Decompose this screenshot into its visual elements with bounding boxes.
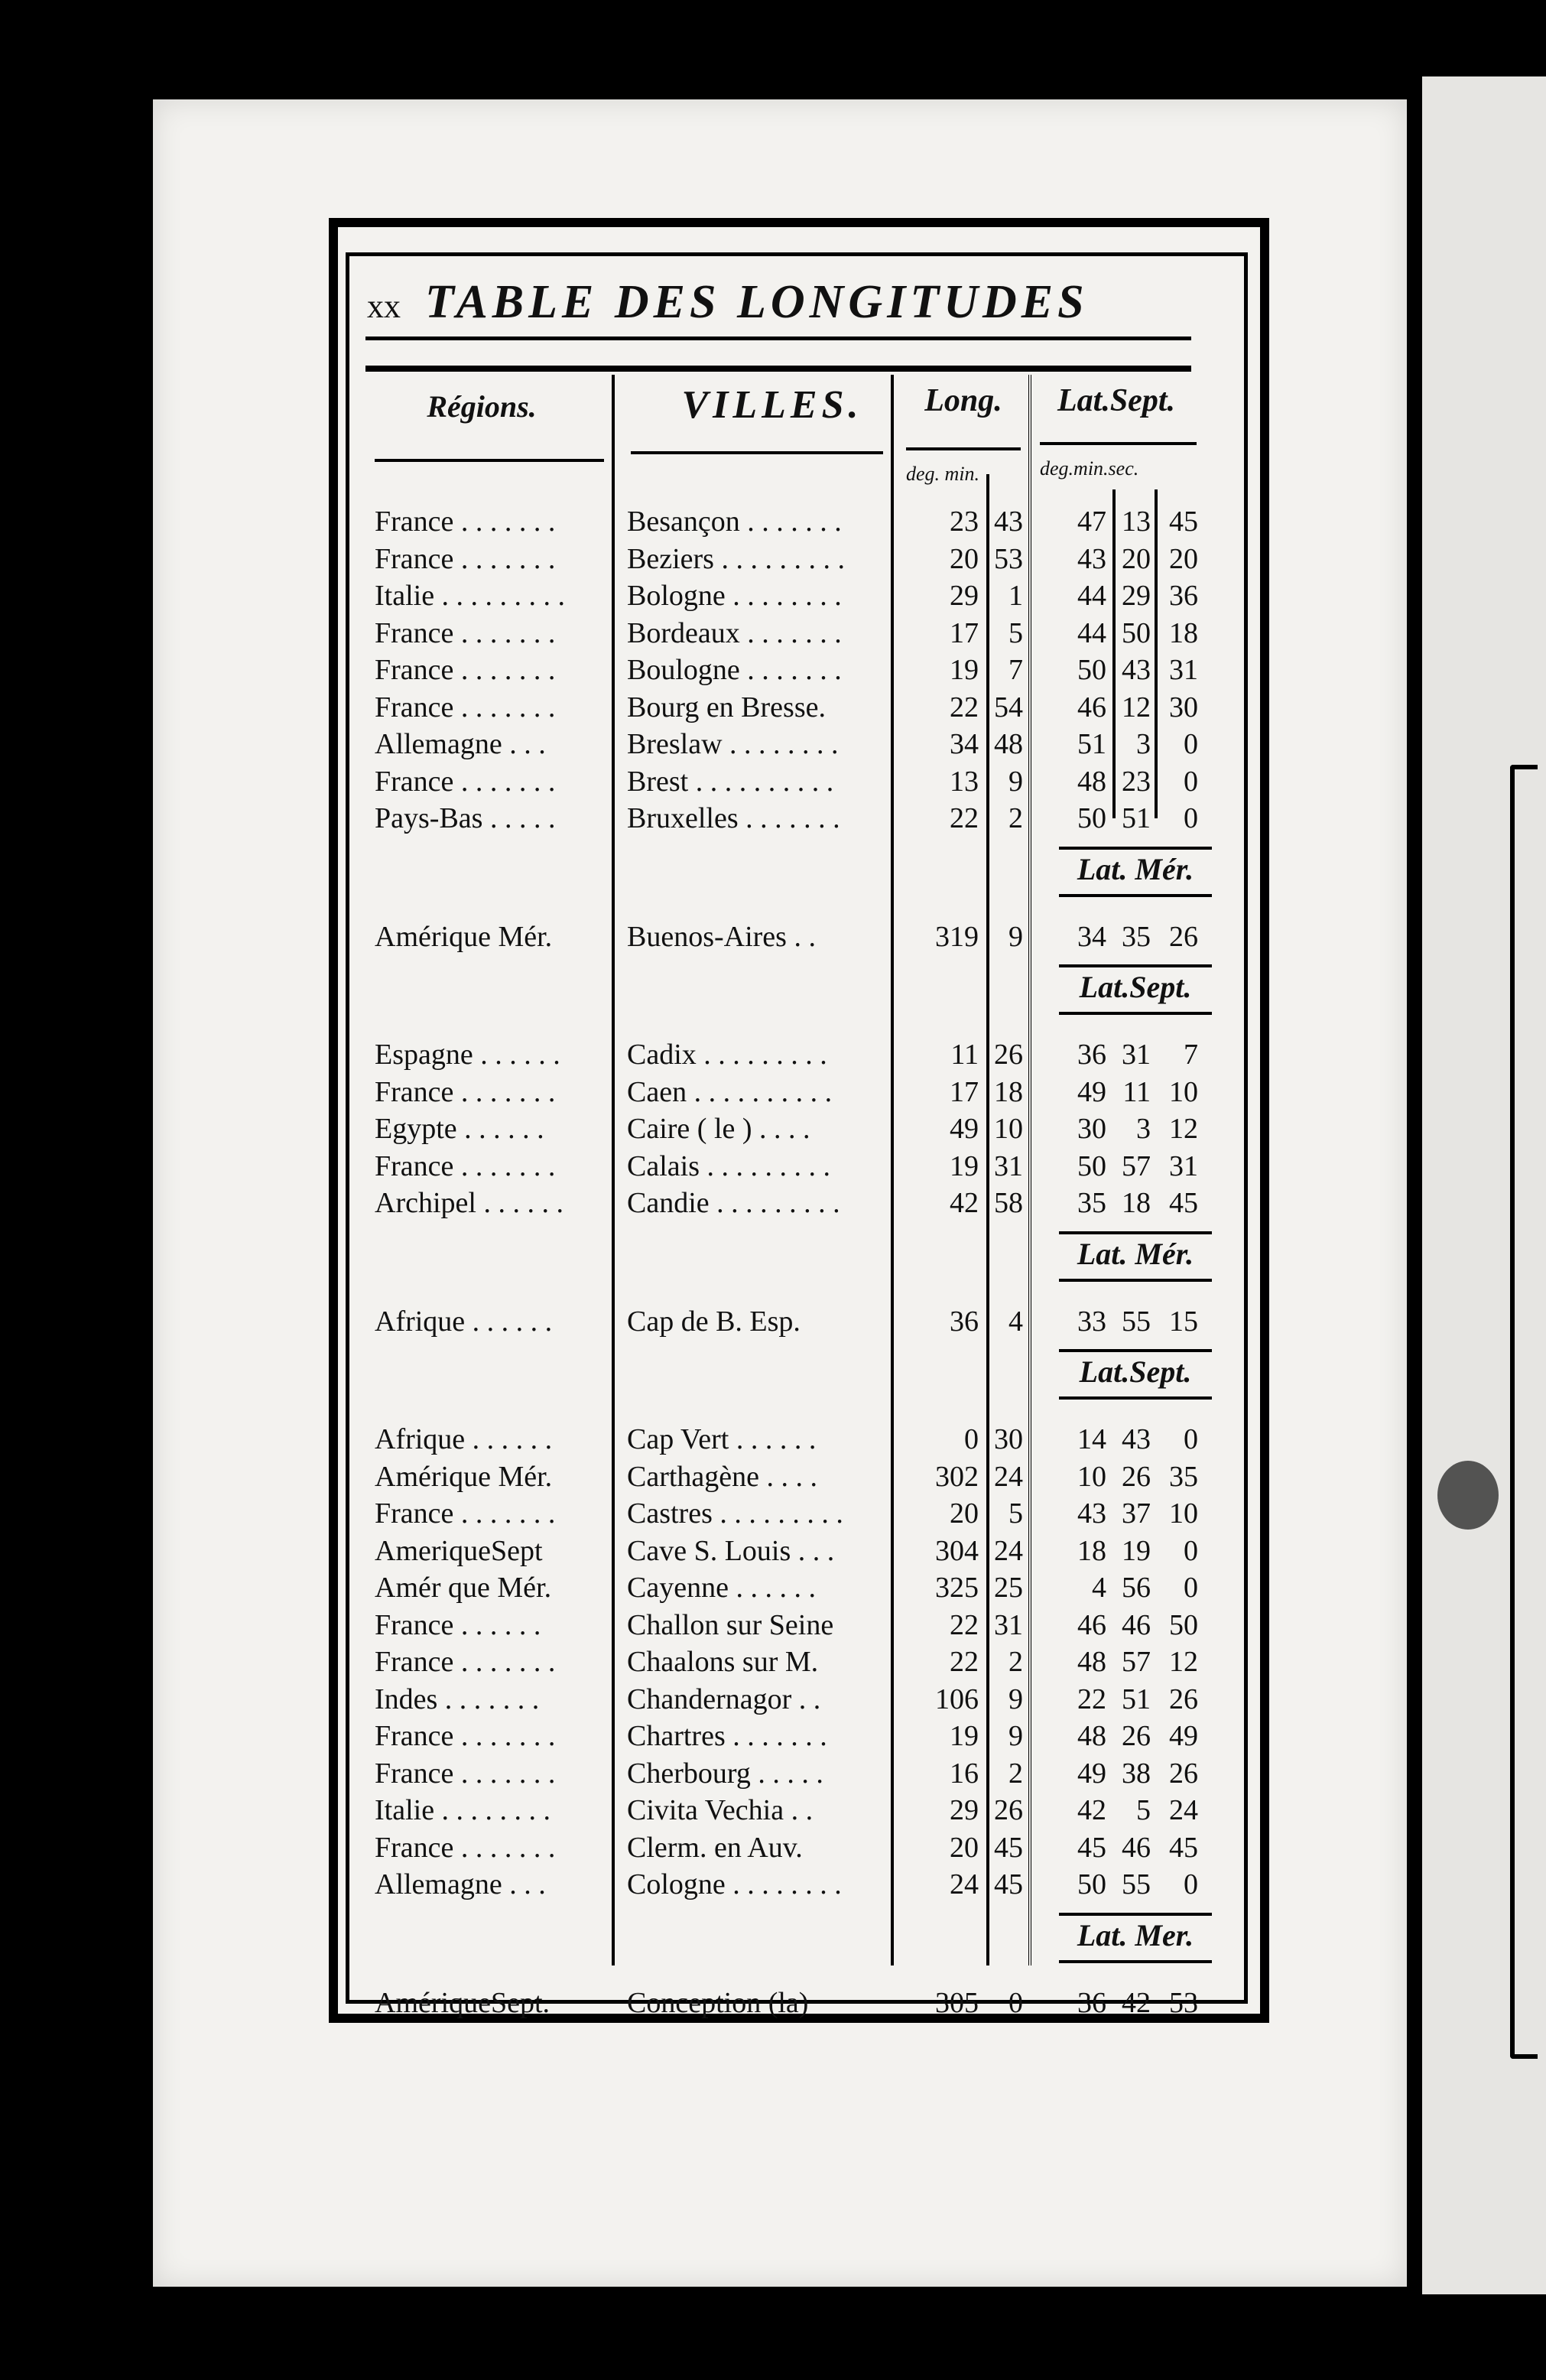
lat-min-cell: 3: [1136, 1113, 1151, 1145]
long-min-cell: 4: [1008, 1305, 1023, 1338]
table-row: [0, 1534, 1546, 1569]
lat-deg-cell: 43: [1077, 1497, 1106, 1530]
long-deg-cell: 22: [950, 691, 979, 723]
table-row: [0, 765, 1546, 800]
long-deg-cell: 13: [950, 765, 979, 798]
city-cell: Cherbourg . . . . .: [627, 1757, 823, 1790]
long-deg-cell: 34: [950, 728, 979, 760]
long-min-cell: 2: [1008, 1646, 1023, 1678]
long-deg-cell: 11: [950, 1039, 979, 1071]
long-min-cell: 45: [994, 1868, 1023, 1900]
table-row: [0, 1571, 1546, 1606]
lat-min-cell: 31: [1122, 1039, 1151, 1071]
long-min-cell: 31: [994, 1608, 1023, 1641]
lat-deg-cell: 36: [1077, 1039, 1106, 1071]
lat-deg-cell: 46: [1077, 691, 1106, 723]
lat-sec-cell: 50: [1169, 1608, 1198, 1641]
region-cell: Espagne . . . . . .: [375, 1039, 560, 1071]
lat-deg-cell: 30: [1077, 1113, 1106, 1145]
city-cell: Cadix . . . . . . . . .: [627, 1039, 827, 1071]
long-deg-cell: 304: [935, 1534, 979, 1567]
city-cell: Cayenne . . . . . .: [627, 1572, 816, 1604]
long-min-cell: 10: [994, 1113, 1023, 1145]
region-cell: Afrique . . . . . .: [375, 1423, 553, 1455]
city-cell: Caen . . . . . . . . . .: [627, 1075, 833, 1108]
lat-sec-cell: 0: [1184, 1868, 1198, 1900]
lat-sec-cell: 24: [1169, 1794, 1198, 1826]
title-rule: [365, 337, 1191, 340]
region-cell: France . . . . . . .: [375, 765, 556, 798]
lat-sec-cell: 18: [1169, 616, 1198, 649]
table-row: [0, 1305, 1546, 1340]
city-cell: Carthagène . . . .: [627, 1460, 818, 1493]
long-deg-cell: 325: [935, 1572, 979, 1604]
city-cell: Caire ( le ) . . . .: [627, 1113, 810, 1145]
running-head: [367, 275, 1208, 344]
city-cell: Clerm. en Auv.: [627, 1831, 803, 1864]
rule-under-region: [375, 459, 604, 462]
long-min-cell: 2: [1008, 802, 1023, 834]
header-region: Régions.: [427, 389, 537, 424]
table-row: [0, 579, 1546, 614]
lat-deg-cell: 51: [1077, 728, 1106, 760]
long-deg-cell: 19: [950, 1149, 979, 1182]
city-cell: Brest . . . . . . . . . .: [627, 765, 834, 798]
lat-deg-cell: 35: [1077, 1187, 1106, 1219]
lat-deg-cell: 34: [1077, 920, 1106, 953]
long-deg-cell: 29: [950, 1794, 979, 1826]
long-min-cell: 18: [994, 1075, 1023, 1108]
lat-min-cell: 51: [1122, 802, 1151, 834]
region-cell: Indes . . . . . . .: [375, 1683, 540, 1715]
lat-min-cell: 50: [1122, 616, 1151, 649]
long-min-cell: 0: [1008, 1986, 1023, 2019]
region-cell: France . . . . . . .: [375, 1075, 556, 1108]
city-cell: Boulogne . . . . . . .: [627, 654, 842, 686]
lat-sec-cell: 0: [1184, 765, 1198, 798]
long-min-cell: 43: [994, 506, 1023, 538]
long-min-cell: 7: [1008, 654, 1023, 686]
city-cell: Cave S. Louis . . .: [627, 1534, 835, 1567]
city-cell: Conception (la): [627, 1986, 809, 2019]
lat-hemisphere-label: Lat.Sept.: [1079, 1354, 1192, 1389]
lat-deg-cell: 49: [1077, 1757, 1106, 1790]
table-row: [0, 505, 1546, 540]
lat-hemisphere-label: Lat. Mér.: [1077, 851, 1194, 886]
long-deg-cell: 0: [964, 1423, 979, 1455]
lat-min-cell: 11: [1122, 1075, 1151, 1108]
lat-hemisphere-label: Lat. Mer.: [1077, 1917, 1194, 1952]
lat-min-cell: 55: [1122, 1305, 1151, 1338]
long-deg-cell: 19: [950, 1720, 979, 1752]
lat-sec-cell: 45: [1169, 1831, 1198, 1864]
region-cell: France . . . . . . .: [375, 1831, 556, 1864]
lat-deg-cell: 14: [1077, 1423, 1106, 1455]
table-row: [0, 1793, 1546, 1829]
table-row: [0, 1112, 1546, 1147]
city-cell: Breslaw . . . . . . . .: [627, 728, 839, 760]
long-deg-cell: 22: [950, 1608, 979, 1641]
table-row: [0, 1038, 1546, 1073]
table-row: [0, 1149, 1546, 1185]
long-deg-cell: 106: [935, 1683, 979, 1715]
header-rule: [365, 366, 1191, 372]
lat-deg-cell: 45: [1077, 1831, 1106, 1864]
city-cell: Candie . . . . . . . . .: [627, 1187, 840, 1219]
table-row: [0, 1986, 1546, 2021]
lat-deg-cell: 44: [1077, 616, 1106, 649]
long-min-cell: 5: [1008, 616, 1023, 649]
table-row: [0, 727, 1546, 762]
lat-sec-cell: 0: [1184, 1423, 1198, 1455]
header-city: VILLES.: [681, 383, 863, 427]
lat-min-cell: 13: [1122, 506, 1151, 538]
lat-min-cell: 26: [1122, 1720, 1151, 1752]
table-row: [0, 1075, 1546, 1110]
lat-sec-cell: 26: [1169, 1683, 1198, 1715]
lat-deg-cell: 42: [1077, 1794, 1106, 1826]
table-row: [0, 691, 1546, 726]
table-row: [0, 1719, 1546, 1754]
region-cell: France . . . . . . .: [375, 1757, 556, 1790]
table-row: [0, 1868, 1546, 1903]
lat-sec-cell: 10: [1169, 1497, 1198, 1530]
lat-sec-cell: 0: [1184, 1572, 1198, 1604]
lat-min-cell: 43: [1122, 654, 1151, 686]
region-cell: France . . . . . . .: [375, 542, 556, 575]
long-min-cell: 24: [994, 1460, 1023, 1493]
long-deg-cell: 22: [950, 1646, 979, 1678]
long-min-cell: 54: [994, 691, 1023, 723]
city-cell: Challon sur Seine: [627, 1608, 834, 1641]
header-long: Long.: [924, 383, 1002, 418]
long-deg-cell: 20: [950, 542, 979, 575]
table-row: [0, 1422, 1546, 1458]
lat-sec-cell: 35: [1169, 1460, 1198, 1493]
table-row: [0, 1683, 1546, 1718]
lat-sec-cell: 26: [1169, 920, 1198, 953]
lat-sec-cell: 12: [1169, 1113, 1198, 1145]
city-cell: Civita Vechia . .: [627, 1794, 814, 1826]
lat-sec-cell: 45: [1169, 506, 1198, 538]
lat-sec-cell: 12: [1169, 1646, 1198, 1678]
city-cell: Bordeaux . . . . . . .: [627, 616, 842, 649]
city-cell: Bourg en Bresse.: [627, 691, 826, 723]
table-row: [0, 1831, 1546, 1866]
long-deg-cell: 22: [950, 802, 979, 834]
long-deg-cell: 24: [950, 1868, 979, 1900]
region-cell: Amérique Mér.: [375, 1460, 553, 1493]
long-deg-cell: 29: [950, 580, 979, 612]
lat-sec-cell: 30: [1169, 691, 1198, 723]
long-deg-cell: 16: [950, 1757, 979, 1790]
lat-sec-cell: 49: [1169, 1720, 1198, 1752]
rule-under-long: [906, 447, 1021, 450]
lat-min-cell: 35: [1122, 920, 1151, 953]
region-cell: Amér que Mér.: [375, 1572, 552, 1604]
lat-deg-cell: 48: [1077, 765, 1106, 798]
long-min-cell: 1: [1008, 580, 1023, 612]
long-deg-cell: 17: [950, 616, 979, 649]
lat-min-cell: 26: [1122, 1460, 1151, 1493]
city-cell: Cap de B. Esp.: [627, 1305, 801, 1338]
long-deg-cell: 20: [950, 1831, 979, 1864]
lat-sec-cell: 26: [1169, 1757, 1198, 1790]
city-cell: Beziers . . . . . . . . .: [627, 542, 845, 575]
header-lat: Lat.Sept.: [1057, 383, 1175, 418]
lat-min-cell: 43: [1122, 1423, 1151, 1455]
lat-deg-cell: 43: [1077, 542, 1106, 575]
region-cell: France . . . . . .: [375, 1608, 541, 1641]
region-cell: France . . . . . . .: [375, 691, 556, 723]
lat-sec-cell: 45: [1169, 1187, 1198, 1219]
region-cell: AmériqueSept.: [375, 1986, 551, 2019]
long-min-cell: 31: [994, 1149, 1023, 1182]
city-cell: Chaalons sur M.: [627, 1646, 819, 1678]
long-deg-cell: 23: [950, 506, 979, 538]
table-row: [0, 1608, 1546, 1644]
lat-sec-cell: 36: [1169, 580, 1198, 612]
long-deg-cell: 36: [950, 1305, 979, 1338]
lat-deg-cell: 47: [1077, 506, 1106, 538]
page-title: TABLE DES LONGITUDES: [425, 276, 1089, 328]
lat-min-cell: 57: [1122, 1646, 1151, 1678]
long-min-cell: 26: [994, 1794, 1023, 1826]
long-deg-cell: 20: [950, 1497, 979, 1530]
lat-deg-cell: 33: [1077, 1305, 1106, 1338]
table-row: [0, 1186, 1546, 1221]
city-cell: Chandernagor . .: [627, 1683, 821, 1715]
lat-sec-cell: 15: [1169, 1305, 1198, 1338]
long-min-cell: 9: [1008, 765, 1023, 798]
lat-deg-cell: 44: [1077, 580, 1106, 612]
lat-min-cell: 23: [1122, 765, 1151, 798]
region-cell: Amérique Mér.: [375, 920, 553, 953]
city-cell: Cologne . . . . . . . .: [627, 1868, 842, 1900]
lat-min-cell: 57: [1122, 1149, 1151, 1182]
lat-deg-cell: 50: [1077, 802, 1106, 834]
subheader-long: deg. min.: [906, 463, 980, 485]
lat-min-cell: 19: [1122, 1534, 1151, 1567]
lat-sec-cell: 0: [1184, 728, 1198, 760]
lat-min-cell: 38: [1122, 1757, 1151, 1790]
long-min-cell: 9: [1008, 920, 1023, 953]
region-cell: France . . . . . . .: [375, 1497, 556, 1530]
table-row: [0, 542, 1546, 577]
lat-sec-cell: 31: [1169, 1149, 1198, 1182]
lat-min-cell: 12: [1122, 691, 1151, 723]
region-cell: Egypte . . . . . .: [375, 1113, 544, 1145]
lat-deg-cell: 10: [1077, 1460, 1106, 1493]
table-row: [0, 801, 1546, 837]
lat-min-cell: 46: [1122, 1608, 1151, 1641]
long-min-cell: 2: [1008, 1757, 1023, 1790]
lat-deg-cell: 48: [1077, 1646, 1106, 1678]
region-cell: Allemagne . . .: [375, 728, 546, 760]
facing-page-edge: [1422, 76, 1546, 2294]
city-cell: Calais . . . . . . . . .: [627, 1149, 830, 1182]
region-cell: Pays-Bas . . . . .: [375, 802, 556, 834]
long-min-cell: 26: [994, 1039, 1023, 1071]
lat-deg-cell: 50: [1077, 1149, 1106, 1182]
region-cell: France . . . . . . .: [375, 506, 556, 538]
city-cell: Buenos-Aires . .: [627, 920, 816, 953]
lat-min-cell: 20: [1122, 542, 1151, 575]
lat-min-cell: 29: [1122, 580, 1151, 612]
long-min-cell: 30: [994, 1423, 1023, 1455]
city-cell: Besançon . . . . . . .: [627, 506, 842, 538]
table-row: [0, 1497, 1546, 1532]
rule-under-lat: [1040, 442, 1197, 445]
lat-deg-cell: 49: [1077, 1075, 1106, 1108]
lat-min-cell: 55: [1122, 1868, 1151, 1900]
lat-min-cell: 51: [1122, 1683, 1151, 1715]
table-row: [0, 1645, 1546, 1680]
lat-hemisphere-label: Lat. Mér.: [1077, 1236, 1194, 1271]
long-deg-cell: 17: [950, 1075, 979, 1108]
lat-deg-cell: 18: [1077, 1534, 1106, 1567]
city-cell: Bologne . . . . . . . .: [627, 580, 842, 612]
lat-min-cell: 18: [1122, 1187, 1151, 1219]
city-cell: Bruxelles . . . . . . .: [627, 802, 840, 834]
long-min-cell: 25: [994, 1572, 1023, 1604]
region-cell: Allemagne . . .: [375, 1868, 546, 1900]
long-deg-cell: 19: [950, 654, 979, 686]
region-cell: France . . . . . . .: [375, 1646, 556, 1678]
lat-min-cell: 3: [1136, 728, 1151, 760]
region-cell: Italie . . . . . . . .: [375, 1794, 551, 1826]
lat-hemisphere-label: Lat.Sept.: [1079, 970, 1192, 1004]
region-cell: France . . . . . . .: [375, 654, 556, 686]
region-cell: Afrique . . . . . .: [375, 1305, 553, 1338]
long-deg-cell: 319: [935, 920, 979, 953]
region-cell: Italie . . . . . . . . .: [375, 580, 566, 612]
long-min-cell: 48: [994, 728, 1023, 760]
table-row: [0, 653, 1546, 688]
long-deg-cell: 302: [935, 1460, 979, 1493]
lat-sec-cell: 10: [1169, 1075, 1198, 1108]
table-row: [0, 616, 1546, 652]
long-min-cell: 58: [994, 1187, 1023, 1219]
page-number: xx: [367, 288, 401, 325]
city-cell: Chartres . . . . . . .: [627, 1720, 827, 1752]
lat-sec-cell: 20: [1169, 542, 1198, 575]
long-deg-cell: 305: [935, 1986, 979, 2019]
lat-deg-cell: 50: [1077, 654, 1106, 686]
lat-sec-cell: 7: [1184, 1039, 1198, 1071]
lat-sec-cell: 0: [1184, 1534, 1198, 1567]
lat-min-cell: 42: [1122, 1986, 1151, 2019]
table-row: [0, 1757, 1546, 1792]
subheader-lat: deg.min.sec.: [1040, 457, 1139, 480]
city-cell: Cap Vert . . . . . .: [627, 1423, 817, 1455]
rule-under-city: [631, 451, 883, 454]
long-min-cell: 24: [994, 1534, 1023, 1567]
region-cell: France . . . . . . .: [375, 1149, 556, 1182]
table-row: [0, 1460, 1546, 1495]
lat-deg-cell: 46: [1077, 1608, 1106, 1641]
long-deg-cell: 42: [950, 1187, 979, 1219]
region-cell: France . . . . . . .: [375, 1720, 556, 1752]
city-cell: Castres . . . . . . . . .: [627, 1497, 843, 1530]
lat-min-cell: 56: [1122, 1572, 1151, 1604]
lat-deg-cell: 4: [1092, 1572, 1106, 1604]
lat-sec-cell: 53: [1169, 1986, 1198, 2019]
lat-min-cell: 5: [1136, 1794, 1151, 1826]
lat-min-cell: 37: [1122, 1497, 1151, 1530]
long-deg-cell: 49: [950, 1113, 979, 1145]
lat-deg-cell: 48: [1077, 1720, 1106, 1752]
lat-sec-cell: 31: [1169, 654, 1198, 686]
lat-deg-cell: 22: [1077, 1683, 1106, 1715]
lat-deg-cell: 36: [1077, 1986, 1106, 2019]
long-min-cell: 9: [1008, 1683, 1023, 1715]
long-min-cell: 53: [994, 542, 1023, 575]
long-min-cell: 5: [1008, 1497, 1023, 1530]
region-cell: Archipel . . . . . .: [375, 1187, 564, 1219]
region-cell: AmeriqueSept: [375, 1534, 543, 1567]
lat-sec-cell: 0: [1184, 802, 1198, 834]
table-row: [0, 920, 1546, 955]
region-cell: France . . . . . . .: [375, 616, 556, 649]
long-min-cell: 45: [994, 1831, 1023, 1864]
long-min-cell: 9: [1008, 1720, 1023, 1752]
lat-min-cell: 46: [1122, 1831, 1151, 1864]
lat-deg-cell: 50: [1077, 1868, 1106, 1900]
